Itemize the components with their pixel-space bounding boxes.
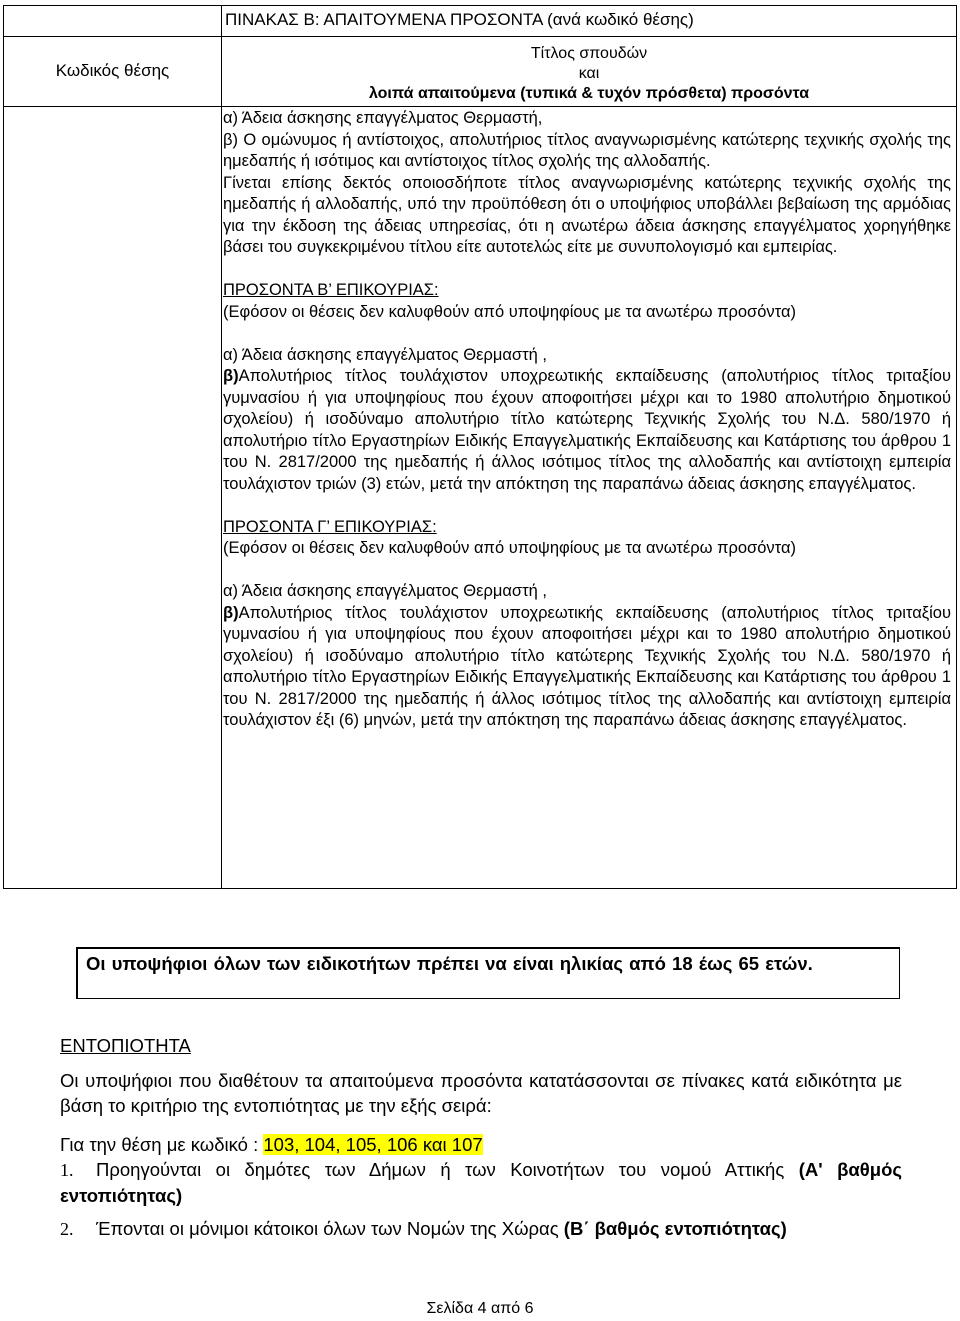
header-line: και bbox=[578, 65, 600, 82]
item-bold: (Α' βαθμός εντοπιότητας) bbox=[60, 1159, 902, 1206]
qualifications-cell bbox=[223, 108, 951, 732]
item-text: Προηγούνται οι δημότες των Δήμων ή των Κοινοτήτων του νομού Αττικής bbox=[96, 1159, 799, 1180]
item-number: 1. bbox=[60, 1160, 74, 1180]
secondary-b-item-b bbox=[223, 366, 951, 495]
header-line: λοιπά απαιτούμενα (τυπικά & τυχόν πρόσθετα) προσόντα bbox=[368, 85, 810, 102]
row-divider bbox=[4, 106, 956, 107]
item-label: β) bbox=[223, 367, 239, 385]
page-footer: Σελίδα 4 από 6 bbox=[426, 1300, 534, 1317]
item-number: 2. bbox=[60, 1219, 74, 1239]
item-label: β) bbox=[223, 603, 239, 622]
locality-item-1 bbox=[60, 1157, 902, 1208]
locality-intro: Οι υποψήφιοι που διαθέτουν τα απαιτούμενα προσόντα κατατάσσονται σε πίνακες κατά ειδικότητα με βάση το κριτήριο της εντοπιότητας με την εξής σειρά: bbox=[60, 1070, 902, 1116]
locality-codes bbox=[60, 1132, 902, 1157]
item-text: Έπονται οι μόνιμοι κάτοικοι όλων των Νομών της Χώρας bbox=[96, 1218, 564, 1239]
secondary-c-heading: ΠΡΟΣΟΝΤΑ Γ’ ΕΠΙΚΟΥΡΙΑΣ: bbox=[223, 517, 437, 536]
main-note: Γίνεται επίσης δεκτός οποιοσδήποτε τίτλος αναγνωρισμένης κατώτερης τεχνικής σχολής της ημεδαπής ή αλλοδαπής, υπό την προϋπόθεση ότι ο υποψήφιος υποβάλλει βεβαίωση της αρμόδιας για την έκδοση της άδειας υπηρεσίας, ότι η ανωτέρω άδεια άσκησης επαγγέλματος χορηγήθηκε βάσει του συγκεκριμένου τίτλου είτε αυτοτελώς είτε με συνυπολογισμό και εμπειρίας. bbox=[223, 173, 951, 256]
locality-item-2 bbox=[60, 1216, 902, 1242]
secondary-b-condition: (Εφόσον οι θέσεις δεν καλυφθούν από υποψηφίους με τα ανωτέρω προσόντα) bbox=[223, 302, 796, 321]
main-item-a: α) Άδεια άσκησης επαγγέλματος Θερμαστή, bbox=[223, 109, 543, 127]
age-notice: Οι υποψήφιοι όλων των ειδικοτήτων πρέπει να είναι ηλικίας από 18 έως 65 ετών. bbox=[86, 953, 813, 974]
item-text: Απολυτήριος τίτλος τουλάχιστον υποχρεωτικής εκπαίδευσης (απολυτήριος τίτλος τριταξίου γυμνασίου ή για υποψηφίους που έχουν αποφοιτήσει μέχρι και το 1980 απολυτήριο δημοτικού σχολείου) ή ισοδύναμο απολυτήριο τίτλο κατώτερης Τεχνικής Σχολής του Ν.Δ. 580/1970 ή απολυτήριο τίτλο Εργαστηρίων Ειδικής Επαγγελματικής Εκπαίδευσης και Κατάρτισης του άρθρου 1 του Ν. 2817/2000 της ημεδαπής ή άλλος ισότιμος τίτλος της αλλοδαπής και αντίστοιχη εμπειρία τουλάχιστον έξι (6) μηνών, μετά την απόκτηση της παραπάνω άδειας άσκησης επαγγέλματος. bbox=[223, 603, 951, 729]
item-bold: (Β΄ βαθμός εντοπιότητας) bbox=[563, 1218, 787, 1239]
secondary-c-condition: (Εφόσον οι θέσεις δεν καλυφθούν από υποψηφίους με τα ανωτέρω προσόντα) bbox=[223, 539, 796, 557]
secondary-b-heading: ΠΡΟΣΟΝΤΑ Β’ ΕΠΙΚΟΥΡΙΑΣ: bbox=[223, 281, 439, 299]
locality-heading: ΕΝΤΟΠΙΟΤΗΤΑ bbox=[60, 1035, 191, 1056]
main-item-b: β) Ο ομώνυμος ή αντίστοιχος, απολυτήριος τίτλος αναγνωρισμένης κατώτερης τεχνικής σχολής της ημεδαπής ή ισότιμος και αντίστοιχος τίτλος σχολής της αλλοδαπής. bbox=[223, 130, 951, 170]
codes-highlight: 103, 104, 105, 106 και 107 bbox=[263, 1134, 483, 1155]
secondary-c-item-b bbox=[223, 603, 951, 732]
column-header-qualifications bbox=[222, 44, 956, 104]
column-divider bbox=[221, 6, 222, 888]
header-line: Τίτλος σπουδών bbox=[530, 45, 648, 62]
table-caption: ΠΙΝΑΚΑΣ Β: ΑΠΑΙΤΟΥΜΕΝΑ ΠΡΟΣΟΝΤΑ (ανά κωδικό θέσης) bbox=[225, 10, 694, 29]
secondary-b-item-a: α) Άδεια άσκησης επαγγέλματος Θερμαστή , bbox=[223, 345, 547, 364]
item-text: Απολυτήριος τίτλος τουλάχιστον υποχρεωτικής εκπαίδευσης (απολυτήριος τίτλος τριταξίου γυμνασίου ή για υποψηφίους που έχουν αποφοιτήσει μέχρι και το 1980 απολυτήριο δημοτικού σχολείου) ή ισοδύναμο απολυτήριο τίτλο κατώτερης Τεχνικής Σχολής του Ν.Δ. 580/1970 ή απολυτήριο τίτλο Εργαστηρίων Ειδικής Επαγγελματικής Εκπαίδευσης και Κατάρτισης του άρθρου 1 του Ν. 2817/2000 της ημεδαπής ή άλλος ισότιμος τίτλος της αλλοδαπής και αντίστοιχη εμπειρία τουλάχιστον τριών (3) ετών, μετά την απόκτηση της παραπάνω άδειας άσκησης επαγγέλματος. bbox=[223, 367, 951, 493]
codes-prefix: Για την θέση με κωδικό : bbox=[60, 1134, 264, 1155]
secondary-c-item-a: α) Άδεια άσκησης επαγγέλματος Θερμαστή , bbox=[223, 582, 547, 600]
column-header-code: Κωδικός θέσης bbox=[55, 61, 170, 80]
